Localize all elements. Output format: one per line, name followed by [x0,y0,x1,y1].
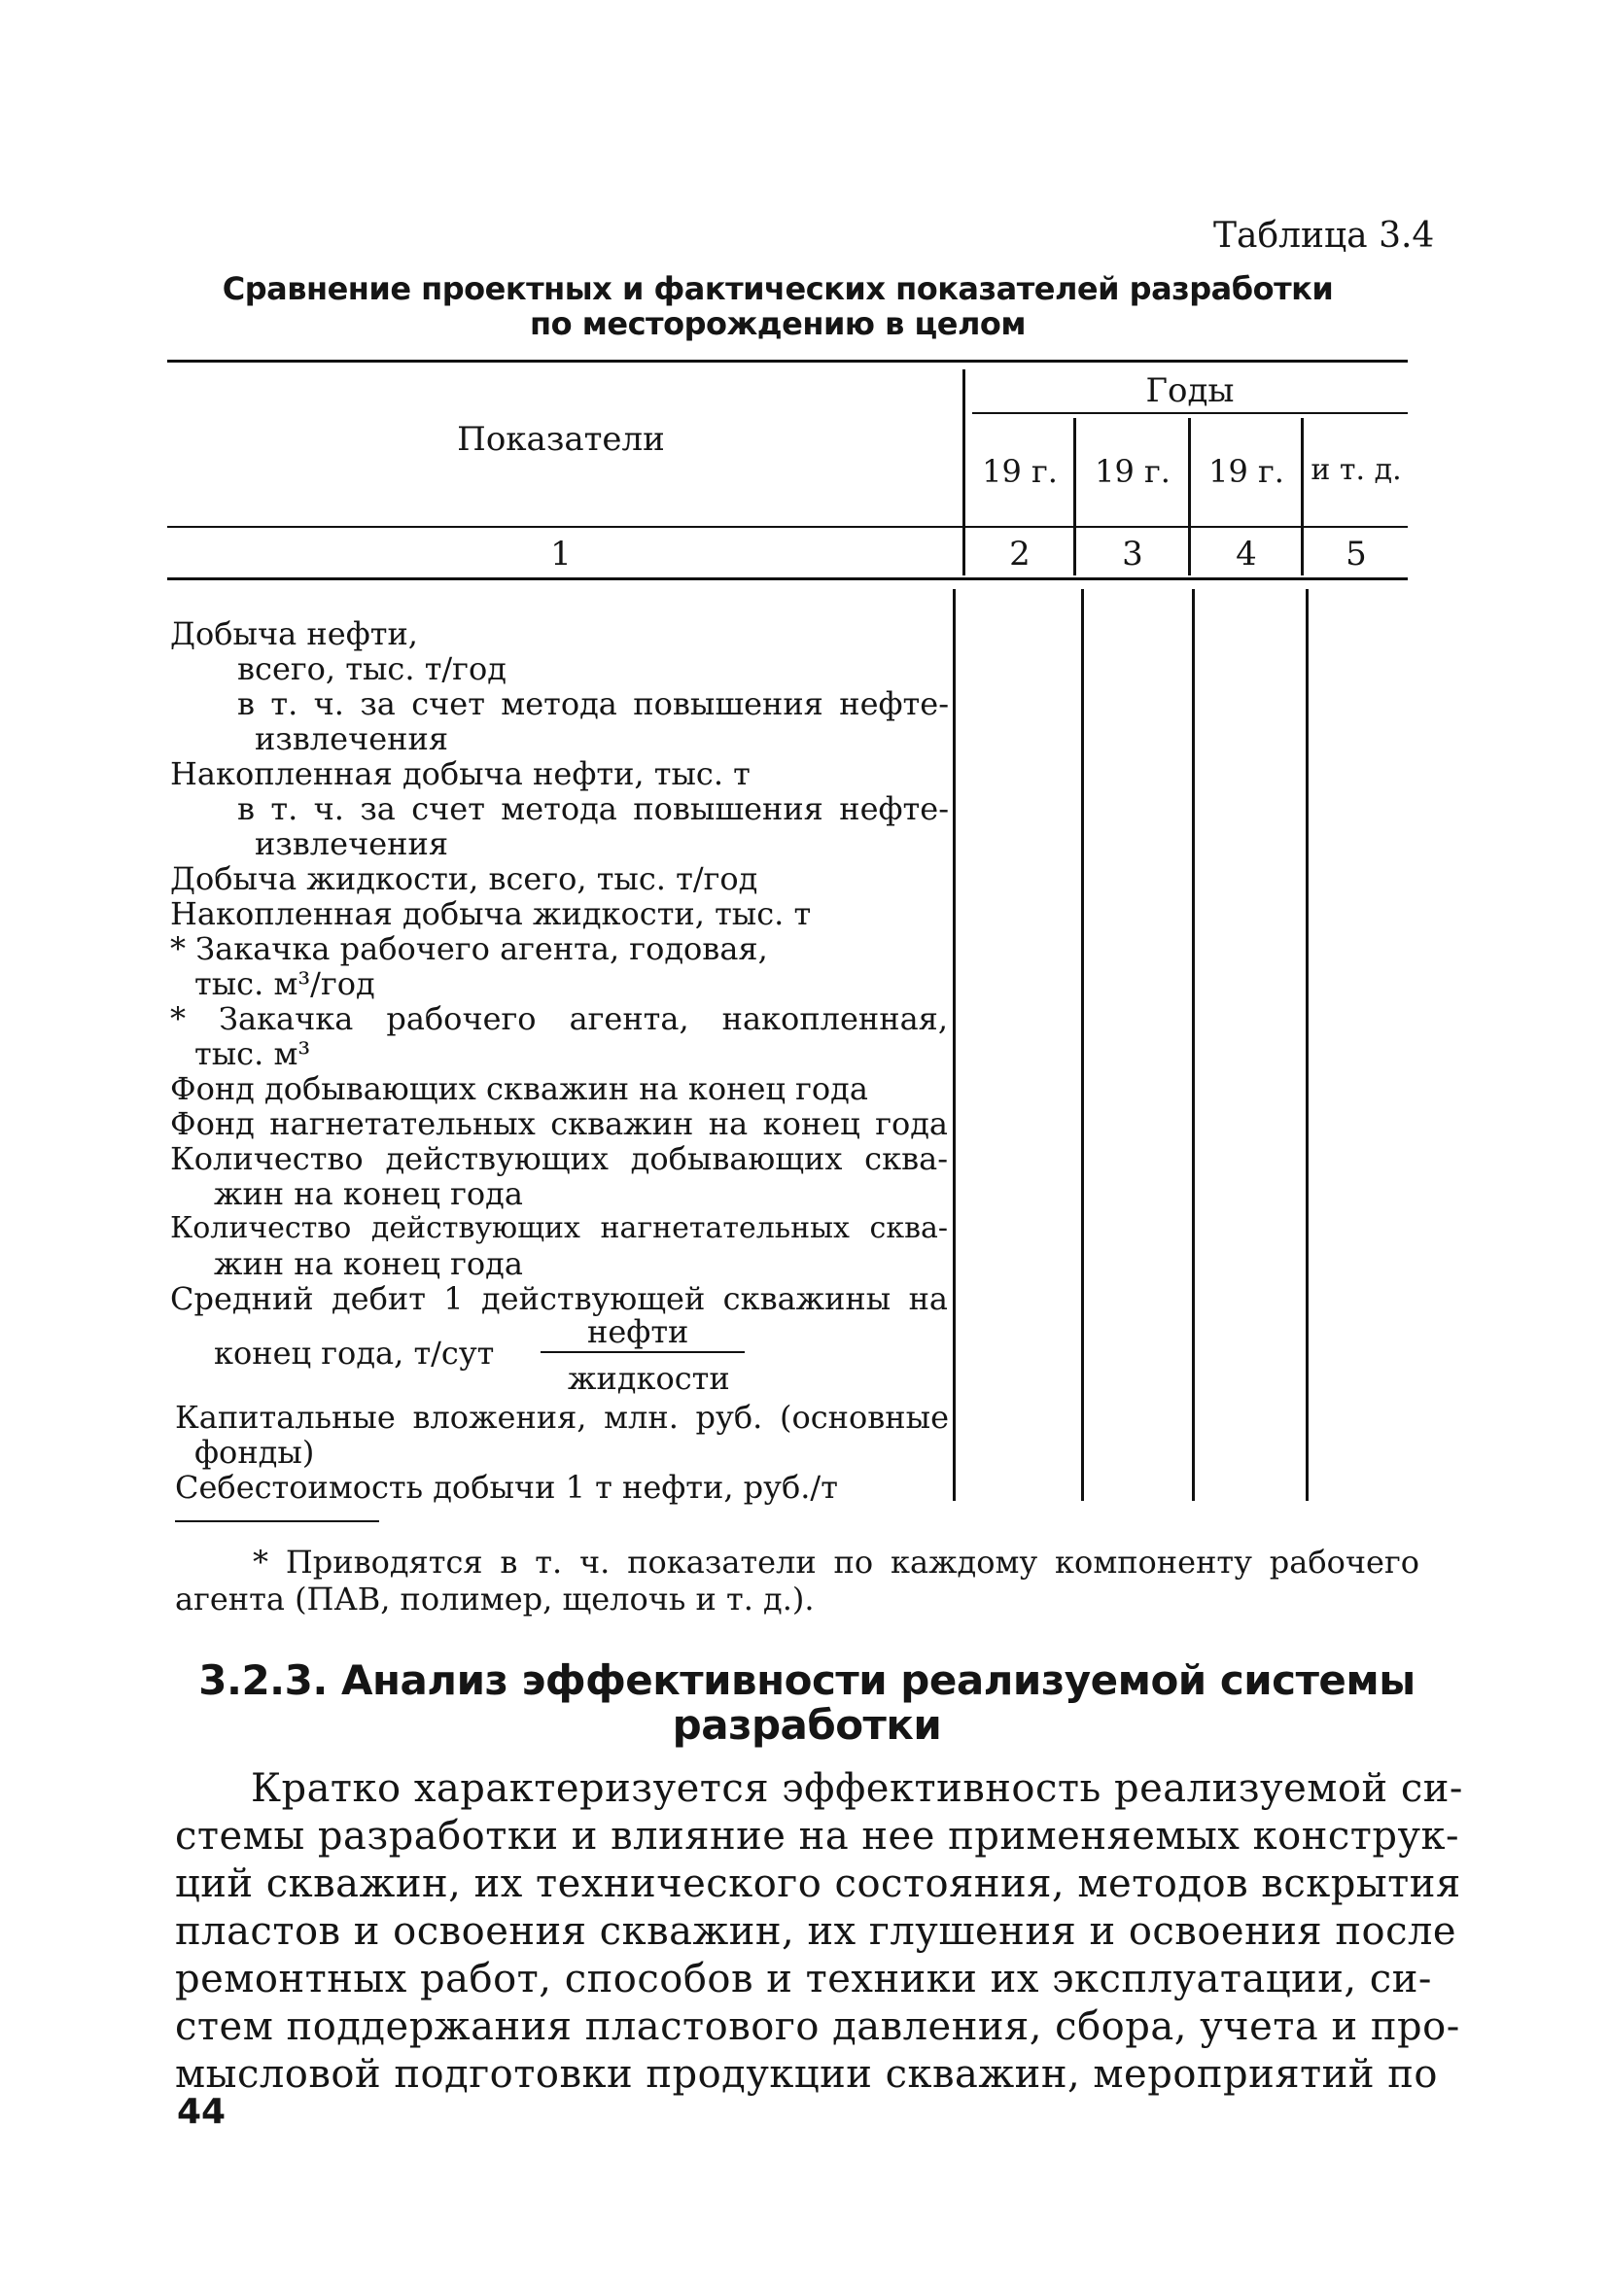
table-row: в т. ч. за счет метода повышения нефте- [237,790,949,827]
paragraph-line: ций скважин, их технического состояния, методов вскрытия [175,1861,1461,1906]
header-years: Годы [1145,371,1235,410]
footnote-line2: агента (ПАВ, полимер, щелочь и т. д.). [175,1581,815,1618]
body-divider [1081,589,1084,1501]
header-divider [962,369,965,575]
body-divider [1192,589,1195,1501]
table-row: Фонд добывающих скважин на конец года [170,1070,868,1107]
section-title-line2: разработки [672,1701,942,1749]
table-row: всего, тыс. т/год [237,650,507,687]
column-number-3: 3 [1122,535,1143,574]
paragraph-line: Кратко характеризуется эффективность реализуемой си- [251,1766,1463,1811]
table-caption-line1: Сравнение проектных и фактических показателей разработки [222,270,1334,307]
table-row: тыс. м³ [194,1035,311,1072]
rate-numerator: нефти [587,1313,689,1350]
table-row: Количество действующих добывающих сква- [170,1140,948,1177]
header-divider [1073,418,1076,575]
table-row: Накопленная добыча жидкости, тыс. т [170,895,812,932]
table-row: извлечения [255,720,448,757]
table-row: жин на конец года [214,1245,523,1282]
table-label: Таблица 3.4 [1213,216,1435,256]
column-numbers-rule [167,577,1408,580]
table-row: фонды) [194,1434,315,1471]
table-row: Накопленная добыча нефти, тыс. т [170,755,751,792]
column-number-5: 5 [1346,535,1367,574]
header-year-1: 19 г. [982,453,1058,490]
header-year-2: 19 г. [1095,453,1171,490]
fraction-bar [541,1351,745,1353]
rate-denominator: жидкости [568,1360,730,1397]
table-row: * Закачка рабочего агента, накопленная, [170,1000,948,1037]
body-divider [1306,589,1309,1501]
table-row: жин на конец года [214,1175,523,1212]
header-year-etc: и т. д. [1311,453,1402,487]
header-divider [1301,418,1304,575]
paragraph-line: мысловой подготовки продукции скважин, мероприятий по [175,2052,1438,2097]
table-caption-line2: по месторождению в целом [529,305,1027,342]
table-row: Капитальные вложения, млн. руб. (основные [175,1399,949,1436]
footnote-line1: * Приводятся в т. ч. показатели по каждому компоненту рабочего [253,1544,1419,1581]
header-divider [1188,418,1191,575]
page-number: 44 [177,2092,227,2132]
header-bottom-rule [167,526,1408,528]
header-indicators: Показатели [457,420,665,459]
years-header-rule [972,412,1408,414]
table-row: в т. ч. за счет метода повышения нефте- [237,685,949,722]
body-paragraph [175,1765,1463,2099]
column-number-4: 4 [1236,535,1257,574]
table-row: Добыча жидкости, всего, тыс. т/год [170,860,758,897]
table-row: Средний дебит 1 действующей скважины на [170,1280,948,1317]
section-title-line1: 3.2.3. Анализ эффективности реализуемой системы [198,1656,1416,1704]
header-year-3: 19 г. [1208,453,1284,490]
table-row: конец года, т/сут [214,1335,495,1372]
table-row: * Закачка рабочего агента, годовая, [170,930,768,967]
column-number-2: 2 [1009,535,1031,574]
table-row: тыс. м³/год [194,965,375,1002]
table-row: Фонд нагнетательных скважин на конец года [170,1105,948,1142]
table-row: Себестоимость добычи 1 т нефти, руб./т [175,1469,838,1506]
paragraph-line: пластов и освоения скважин, их глушения и освоения после [175,1909,1457,1954]
paragraph-line: стем поддержания пластового давления, сбора, учета и про- [175,2004,1460,2049]
column-number-1: 1 [550,535,572,574]
body-divider [953,589,956,1501]
paragraph-line: ремонтных работ, способов и техники их эксплуатации, си- [175,1957,1432,2001]
table-row: Добыча нефти, [170,615,418,652]
table-row: Количество действующих нагнетательных сква- [170,1211,948,1245]
footnote-rule [175,1520,379,1522]
table-top-rule [167,360,1408,363]
table-row: извлечения [255,825,448,862]
paragraph-line: стемы разработки и влияние на нее применяемых конструк- [175,1814,1460,1859]
